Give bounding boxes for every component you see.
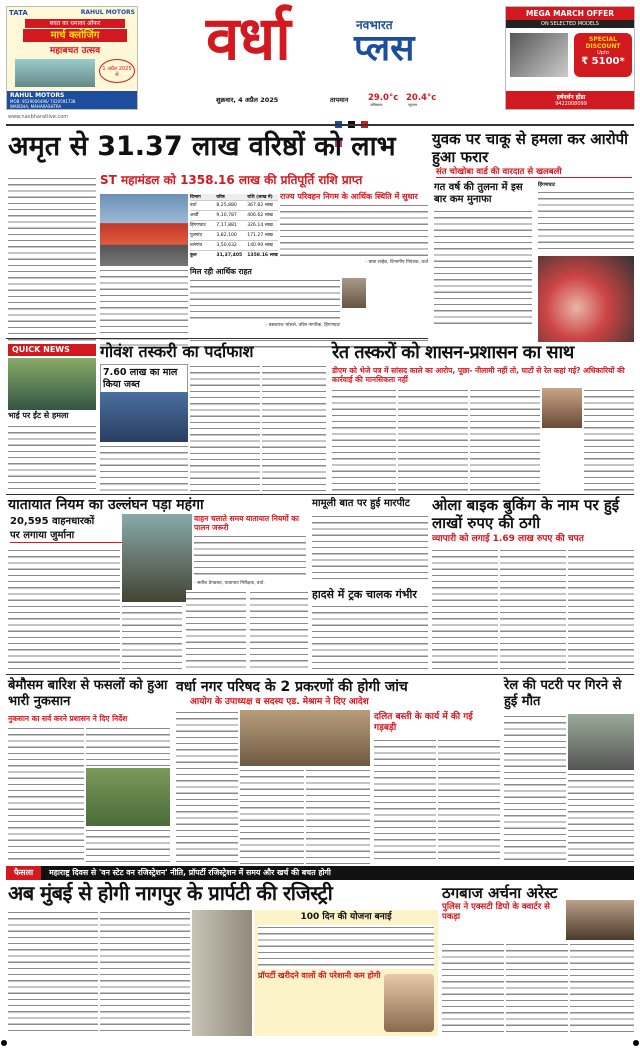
right-ad[interactable] (505, 6, 635, 110)
table-cell: 326.14 लाख (247, 223, 273, 228)
lead-body-col2 (100, 268, 188, 348)
issue-date: शुक्रवार, 4 अप्रैल 2025 (216, 96, 279, 104)
brand-bottom: प्लस (354, 28, 415, 69)
traffic-body-4 (250, 590, 308, 672)
senior-photo (342, 278, 366, 308)
cow-box: 7.60 लाख का माल किया जब्त (100, 364, 188, 394)
plan-box (254, 910, 438, 1036)
ad-dealer-name: हर्षवर्धन होंडा (556, 94, 586, 101)
minister-photo (384, 974, 434, 1032)
building-photo (192, 910, 252, 1036)
section-rule (6, 338, 428, 339)
masthead-title: वर्धा (206, 4, 290, 74)
table-cell: 8,25,880 (216, 203, 237, 208)
table-cell: कुल (190, 253, 197, 258)
dateline-bar (140, 94, 503, 108)
traffic-sub-2: पर लगाया जुर्माना (10, 530, 130, 543)
ad-upto: Upto (597, 50, 609, 56)
sand-subhead: डीएम को भेजे पत्र में सांसद काले का आरोप, पूछा- नीलामी नहीं तो, घाटों से रेत कहां गई? अधिकारियों की कार्रवाई की मानसिकता नहीं (332, 366, 625, 384)
ad-banner-2: मार्च क्लोजिंग (23, 29, 127, 42)
relief-box (190, 268, 428, 338)
traffic-body-1 (8, 548, 120, 672)
thug-subhead: पुलिस ने एक्सटी डिपो के क्वार्टर से पकड़ा (442, 902, 550, 922)
mumbai-body-1 (8, 910, 98, 1036)
relief-box-body (190, 278, 340, 322)
cow-body-2 (190, 364, 260, 492)
accident-body (312, 604, 428, 672)
table-header: वरिष्ठ (216, 195, 225, 200)
table-cell: 9,10,787 (216, 213, 237, 218)
ad-amount: ₹ 5100* (581, 56, 625, 67)
accident-headline: हादसे में ट्रक चालक गंभीर (312, 588, 417, 601)
sidebar-head: राज्य परिवहन निगम के आर्थिक स्थिति में सुधार (280, 192, 418, 201)
council-photo (240, 710, 370, 766)
thug-body-2 (506, 942, 568, 1036)
cow-body-1 (100, 444, 188, 492)
train-body-2 (568, 772, 634, 864)
rain-body-1 (8, 726, 84, 864)
fare-table (190, 194, 278, 266)
table-header: राशि (लाख में) (247, 195, 273, 200)
table-cell: 1358.16 लाख (247, 253, 278, 258)
council-body-5 (438, 738, 500, 864)
council-subhead: आयोग के उपाध्यक्ष व सदस्य एड. मेश्राम ने दिए आदेश (190, 697, 369, 707)
brand-top: नवभारत (356, 18, 393, 32)
ad-phone: MOB: 9529006496/ 7020591738 (10, 99, 76, 104)
decision-tag: फैसला (6, 866, 41, 880)
traffic-quote-body (194, 534, 306, 578)
ola-body-1 (432, 548, 498, 672)
quick-news-body (8, 424, 96, 492)
council-side-head: दलित बस्ती के कार्य में की गई गड़बड़ी (374, 712, 473, 733)
thug-body-1 (442, 942, 504, 1036)
council-body-1 (176, 710, 238, 864)
traffic-photo (122, 514, 192, 602)
temperature-label: तापमान (330, 96, 349, 104)
train-headline: रेल की पटरी पर गिरने से हुई मौत (504, 678, 622, 709)
council-body-2 (240, 768, 304, 864)
sand-body-2 (398, 388, 468, 492)
social-icons (335, 113, 375, 121)
plan-sub: प्रॉपर्टी खरीदने वालों की परेशानी कम होगी (258, 971, 381, 980)
lead-headline: अमृत से 31.37 लाख वरिष्ठों को लाभ (8, 131, 396, 162)
lead-sidebar (280, 192, 428, 280)
gain-headline: गत वर्ष की तुलना में इस बार कम मुनाफा (434, 182, 523, 205)
table-cell: तलेगांव (190, 243, 203, 248)
left-ad[interactable] (6, 6, 138, 110)
council-body-4 (374, 738, 436, 864)
traffic-quote-caption: - सतीश ठेंगडकर, यातायात निरीक्षक, वर्धा. (194, 581, 265, 586)
masthead-rule (6, 124, 634, 126)
traffic-quote-head: वाहन चलाते समय यातायात नियमों का पालन जरूरी (194, 514, 299, 532)
council-headline: वर्धा नगर परिषद के 2 प्रकरणों की होगी जांच (176, 679, 408, 695)
tata-logo: TATA (9, 9, 28, 17)
ad-dealer-phone: 9422008099 (555, 101, 587, 107)
table-cell: 31,37,405 (216, 253, 243, 258)
traffic-body-3 (186, 590, 246, 672)
lead-body-col1 (8, 176, 96, 348)
ola-subhead: व्यापारी को लगाई 1.69 लाख रुपए की चपत (432, 534, 584, 544)
decision-banner (6, 866, 634, 880)
temp-max-label: अधिकतम (370, 103, 383, 107)
stab-subhead: संत चोखोबा वार्ड की वारदात से खलबली (436, 168, 632, 178)
ad-date: 1 अप्रैल 2025 से (99, 59, 135, 83)
registration-mark (633, 1040, 639, 1046)
mp-photo (542, 388, 582, 428)
cow-body-3 (262, 364, 326, 492)
table-cell: 406.62 लाख (247, 213, 273, 218)
sand-body-3 (470, 388, 540, 492)
table-cell: वर्धा (190, 203, 197, 208)
table-cell: आर्वी (190, 213, 199, 218)
fight-headline: मामूली बात पर हुई मारपीट (312, 498, 410, 509)
traffic-body-2 (122, 604, 182, 672)
ola-body-3 (568, 548, 634, 672)
table-header: विभाग (190, 195, 201, 200)
train-body-1 (504, 714, 566, 864)
sidebar-caption: - बाबा शाहेब, विभागीय नियंत्रक, वर्धा (365, 260, 428, 265)
relief-box-head: मिल रही आर्थिक राहत (190, 267, 252, 276)
council-body-3 (306, 768, 370, 864)
section-rule (6, 494, 634, 495)
thug-body-3 (570, 942, 634, 1036)
mumbai-headline: अब मुंबई से होगी नागपुर के प्रार्पटी की रजिस्ट्री (8, 881, 333, 905)
mumbai-body-2 (100, 910, 190, 1036)
cow-photo (100, 392, 188, 442)
sand-body-1 (332, 388, 396, 492)
bus-photo (100, 194, 188, 266)
table-cell: पुलगांव (190, 233, 203, 238)
gain-body (434, 209, 532, 329)
thug-photo (566, 900, 634, 940)
train-photo (568, 714, 634, 770)
table-cell: 140.90 लाख (247, 243, 273, 248)
table-cell: 171.27 लाख (247, 233, 273, 238)
ad-headline: MEGA MARCH OFFER (506, 7, 634, 20)
temp-min: 20.4°c (406, 93, 437, 103)
temp-min-label: न्यूनतम (408, 103, 418, 107)
sand-body-4 (584, 388, 634, 492)
relief-box-caption: - बसवराज भोसले, वरिष्ठ नागरिक, हिंगणघाट (265, 323, 340, 329)
thug-headline: ठगबाज अर्चना अरेस्ट (442, 884, 558, 902)
table-cell: हिंगणघाट (190, 223, 206, 228)
gain-box (434, 182, 532, 342)
decision-text: महाराष्ट्र दिवस से 'वन स्टेट वन रजिस्ट्रेशन' नीति, प्रॉपर्टी रजिस्ट्रेशन में समय और खर्च की बचत होगी (49, 868, 331, 877)
crop-photo (86, 768, 170, 826)
table-cell: 3,82,100 (216, 233, 237, 238)
ad-banner-1: बचत का धमाका ऑफर (25, 19, 125, 28)
table-cell: 367.82 लाख (247, 203, 273, 208)
rain-headline: बेमौसम बारिश से फसलों को हुआ भारी नुकसान (8, 678, 168, 709)
quick-news-label: QUICK NEWS (8, 344, 96, 356)
fight-body (312, 514, 428, 584)
rain-body-2 (86, 726, 170, 766)
rain-body-3 (86, 828, 170, 864)
stab-body (538, 190, 634, 254)
plan-body (258, 925, 434, 969)
traffic-headline: यातायात नियम का उल्लंघन पड़ा महंगा (8, 497, 204, 513)
truck-image (15, 59, 95, 87)
sand-headline: रेत तस्करों को शासन-प्रशासन का साथ (332, 342, 574, 363)
stab-dateline: हिंगणघाट (538, 182, 556, 188)
knife-photo (538, 256, 634, 342)
ola-headline: ओला बाइक बुकिंग के नाम पर हुई लाखों रुपए की ठगी (432, 496, 620, 532)
ad-dealer: RAHUL MOTORS (10, 92, 65, 99)
sidebar-body (280, 203, 428, 259)
ad-city: WARDHA, MAHARASHTRA (10, 104, 62, 109)
quick-news-photo (8, 358, 96, 410)
registration-mark (1, 1040, 7, 1046)
stab-headline: युवक पर चाकू से हमला कर आरोपी हुआ फरार (432, 130, 629, 166)
ola-body-2 (500, 548, 566, 672)
plan-head: 100 दिन की योजना बनाई (300, 912, 392, 922)
traffic-sub-1: 20,595 वाहनधारकों (10, 516, 95, 527)
scooter-image (510, 33, 568, 77)
temp-max: 29.0°c (368, 93, 399, 103)
ad-banner-3: महाबचत उत्सव (49, 46, 101, 56)
ad-sub: ON SELECTED MODELS (506, 20, 634, 28)
table-cell: 3,50,632 (216, 243, 237, 248)
section-rule (6, 674, 634, 675)
rain-subhead: नुकसान का सर्व करने प्रशासन ने दिए निर्देश (8, 714, 128, 723)
lead-subhead: ST महामंडल को 1358.16 लाख की प्रतिपूर्ति राशि प्राप्त (100, 173, 363, 187)
ad-special: SPECIAL DISCOUNT (585, 36, 621, 50)
website[interactable]: www.navbharatlive.com (8, 114, 69, 120)
cow-headline: गोवंश तस्करी का पर्दाफाश (100, 342, 254, 361)
ad-brand: RAHUL MOTORS (80, 9, 135, 16)
table-cell: 7,17,881 (216, 223, 237, 228)
quick-news-head: भाई पर ईंट से हमला (8, 411, 69, 420)
